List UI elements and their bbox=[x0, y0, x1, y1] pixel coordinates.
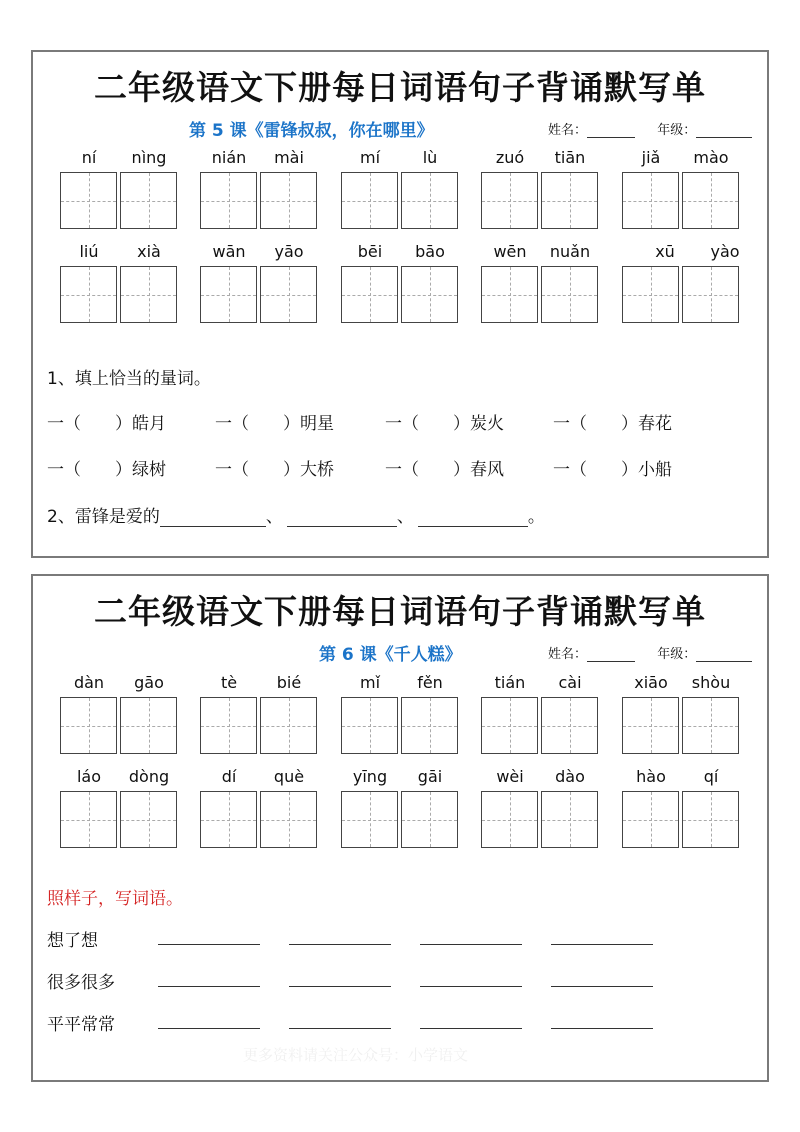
writing-cell[interactable] bbox=[481, 266, 538, 323]
writing-cell[interactable] bbox=[682, 266, 739, 323]
pinyin: què bbox=[273, 767, 305, 786]
worksheet-lesson-6 bbox=[31, 574, 769, 1082]
writing-cell[interactable] bbox=[260, 697, 317, 754]
answer-line[interactable] bbox=[289, 1028, 391, 1029]
word-box bbox=[481, 673, 599, 695]
pinyin: zuó bbox=[495, 148, 525, 167]
pinyin: wān bbox=[212, 242, 246, 261]
writing-cell[interactable] bbox=[60, 172, 117, 229]
pinyin: dí bbox=[221, 767, 237, 786]
worksheet-lesson-5 bbox=[31, 50, 769, 558]
name-grade-bar bbox=[548, 643, 752, 662]
word-box bbox=[341, 148, 459, 170]
pinyin: yāo bbox=[274, 242, 304, 261]
pinyin: jiǎ bbox=[641, 148, 661, 167]
answer-blank[interactable] bbox=[418, 509, 528, 527]
word-box bbox=[481, 767, 599, 789]
word-box bbox=[200, 767, 318, 789]
word-box bbox=[481, 242, 599, 264]
grade-label: 年级： bbox=[657, 123, 697, 138]
pinyin: tiān bbox=[554, 148, 586, 167]
writing-cell[interactable] bbox=[60, 791, 117, 848]
answer-line[interactable] bbox=[289, 944, 391, 945]
pinyin: mí bbox=[359, 148, 381, 167]
writing-cell[interactable] bbox=[401, 172, 458, 229]
lesson-title: 第 5 课《雷锋叔叔，你在哪里》 bbox=[189, 121, 434, 141]
pinyin: xià bbox=[137, 242, 161, 261]
worksheet-title: 二年级语文下册每日词语句子背诵默写单 bbox=[94, 592, 706, 631]
word-box bbox=[341, 242, 459, 264]
measure-blank[interactable]: 一（ ）小船 bbox=[553, 460, 672, 480]
pinyin: cài bbox=[558, 673, 582, 692]
word-box bbox=[622, 148, 740, 170]
name-grade-bar bbox=[548, 119, 752, 138]
word-box bbox=[60, 673, 178, 695]
writing-cell[interactable] bbox=[622, 266, 679, 323]
pinyin: dòng bbox=[128, 767, 170, 786]
answer-line[interactable] bbox=[420, 986, 522, 987]
name-field[interactable] bbox=[587, 648, 635, 662]
word-box bbox=[341, 767, 459, 789]
period: 。 bbox=[527, 507, 545, 527]
measure-blank[interactable]: 一（ ）明星 bbox=[215, 414, 334, 434]
pinyin: fěn bbox=[417, 673, 443, 692]
pinyin: wēn bbox=[493, 242, 527, 261]
word-box bbox=[60, 148, 178, 170]
writing-cell[interactable] bbox=[541, 697, 598, 754]
word-box bbox=[622, 673, 740, 695]
example-row bbox=[47, 1010, 115, 1035]
answer-line[interactable] bbox=[551, 986, 653, 987]
word-box bbox=[60, 242, 178, 264]
pinyin: gāi bbox=[417, 767, 443, 786]
pinyin: gāo bbox=[134, 673, 164, 692]
pinyin: hào bbox=[636, 767, 666, 786]
writing-cell[interactable] bbox=[682, 172, 739, 229]
measure-blank[interactable]: 一（ ）春花 bbox=[553, 414, 672, 434]
pinyin: mài bbox=[274, 148, 304, 167]
name-label: 姓名： bbox=[548, 123, 588, 138]
example-row bbox=[47, 926, 98, 951]
pinyin: qí bbox=[703, 767, 719, 786]
pinyin: liú bbox=[79, 242, 99, 261]
answer-line[interactable] bbox=[420, 1028, 522, 1029]
example-word: 很多很多 bbox=[47, 973, 115, 993]
lesson-title: 第 6 课《千人糕》 bbox=[319, 645, 462, 665]
pinyin: shòu bbox=[691, 673, 731, 692]
writing-cell[interactable] bbox=[481, 697, 538, 754]
name-field[interactable] bbox=[587, 124, 635, 138]
writing-cell[interactable] bbox=[401, 266, 458, 323]
answer-line[interactable] bbox=[158, 1028, 260, 1029]
grade-field[interactable] bbox=[696, 124, 752, 138]
writing-cell[interactable] bbox=[481, 172, 538, 229]
measure-blank[interactable]: 一（ ）大桥 bbox=[215, 460, 334, 480]
pinyin: nuǎn bbox=[549, 242, 591, 261]
word-box bbox=[622, 767, 740, 789]
example-word: 想了想 bbox=[47, 931, 98, 951]
pinyin: tè bbox=[220, 673, 238, 692]
writing-cell[interactable] bbox=[341, 697, 398, 754]
word-box bbox=[622, 242, 740, 264]
writing-cell[interactable] bbox=[682, 697, 739, 754]
writing-cell[interactable] bbox=[120, 791, 177, 848]
writing-cell[interactable] bbox=[401, 791, 458, 848]
writing-cell[interactable] bbox=[260, 791, 317, 848]
question-2-text: 2、雷锋是爱的 bbox=[47, 507, 160, 527]
pinyin: mǐ bbox=[359, 673, 381, 692]
pinyin: nìng bbox=[131, 148, 167, 167]
pinyin: dàn bbox=[73, 673, 105, 692]
writing-cell[interactable] bbox=[200, 697, 257, 754]
word-box bbox=[481, 148, 599, 170]
writing-cell[interactable] bbox=[622, 791, 679, 848]
writing-cell[interactable] bbox=[60, 266, 117, 323]
pinyin: ní bbox=[81, 148, 97, 167]
example-word: 平平常常 bbox=[47, 1015, 115, 1035]
writing-cell[interactable] bbox=[341, 791, 398, 848]
writing-cell[interactable] bbox=[120, 697, 177, 754]
pinyin: yīng bbox=[352, 767, 388, 786]
word-box bbox=[60, 767, 178, 789]
name-label: 姓名： bbox=[548, 647, 588, 662]
watermark: 更多资料请关注公众号：小学语文 bbox=[243, 1046, 469, 1064]
writing-cell[interactable] bbox=[541, 266, 598, 323]
writing-cell[interactable] bbox=[622, 172, 679, 229]
word-box bbox=[200, 242, 318, 264]
grade-label: 年级： bbox=[657, 647, 697, 662]
pinyin: mào bbox=[693, 148, 729, 167]
word-box bbox=[341, 673, 459, 695]
writing-cell[interactable] bbox=[200, 172, 257, 229]
pinyin: lù bbox=[422, 148, 438, 167]
pinyin: bāo bbox=[415, 242, 445, 261]
pinyin: láo bbox=[76, 767, 102, 786]
answer-line[interactable] bbox=[158, 986, 260, 987]
pinyin: tián bbox=[494, 673, 526, 692]
pinyin: bēi bbox=[357, 242, 383, 261]
word-box bbox=[200, 148, 318, 170]
answer-line[interactable] bbox=[158, 944, 260, 945]
writing-cell[interactable] bbox=[682, 791, 739, 848]
pinyin: xū bbox=[655, 242, 675, 261]
measure-blank[interactable]: 一（ ）春风 bbox=[385, 460, 504, 480]
writing-cell[interactable] bbox=[60, 697, 117, 754]
separator: 、 bbox=[265, 507, 283, 527]
measure-blank[interactable]: 一（ ）皓月 bbox=[47, 414, 166, 434]
answer-line[interactable] bbox=[551, 1028, 653, 1029]
writing-cell[interactable] bbox=[260, 266, 317, 323]
answer-line[interactable] bbox=[551, 944, 653, 945]
pinyin: yào bbox=[710, 242, 740, 261]
writing-cell[interactable] bbox=[200, 266, 257, 323]
writing-cell[interactable] bbox=[622, 697, 679, 754]
worksheet-title: 二年级语文下册每日词语句子背诵默写单 bbox=[94, 68, 706, 107]
answer-line[interactable] bbox=[420, 944, 522, 945]
answer-line[interactable] bbox=[289, 986, 391, 987]
answer-blank[interactable] bbox=[160, 509, 266, 527]
writing-cell[interactable] bbox=[541, 172, 598, 229]
instruction: 照样子，写词语。 bbox=[47, 889, 183, 909]
word-box bbox=[200, 673, 318, 695]
question-1: 1、填上恰当的量词。 bbox=[47, 369, 211, 389]
question-2 bbox=[47, 502, 545, 527]
pinyin: xiāo bbox=[634, 673, 668, 692]
pinyin: nián bbox=[211, 148, 247, 167]
pinyin: dào bbox=[555, 767, 585, 786]
separator: 、 bbox=[396, 507, 414, 527]
answer-blank[interactable] bbox=[287, 509, 397, 527]
writing-cell[interactable] bbox=[120, 172, 177, 229]
measure-blank[interactable]: 一（ ）炭火 bbox=[385, 414, 504, 434]
example-row bbox=[47, 968, 115, 993]
writing-cell[interactable] bbox=[401, 697, 458, 754]
writing-cell[interactable] bbox=[341, 266, 398, 323]
writing-cell[interactable] bbox=[341, 172, 398, 229]
writing-cell[interactable] bbox=[260, 172, 317, 229]
writing-cell[interactable] bbox=[120, 266, 177, 323]
pinyin: bié bbox=[276, 673, 302, 692]
writing-cell[interactable] bbox=[541, 791, 598, 848]
writing-cell[interactable] bbox=[200, 791, 257, 848]
pinyin: wèi bbox=[496, 767, 524, 786]
grade-field[interactable] bbox=[696, 648, 752, 662]
writing-cell[interactable] bbox=[481, 791, 538, 848]
measure-blank[interactable]: 一（ ）绿树 bbox=[47, 460, 166, 480]
